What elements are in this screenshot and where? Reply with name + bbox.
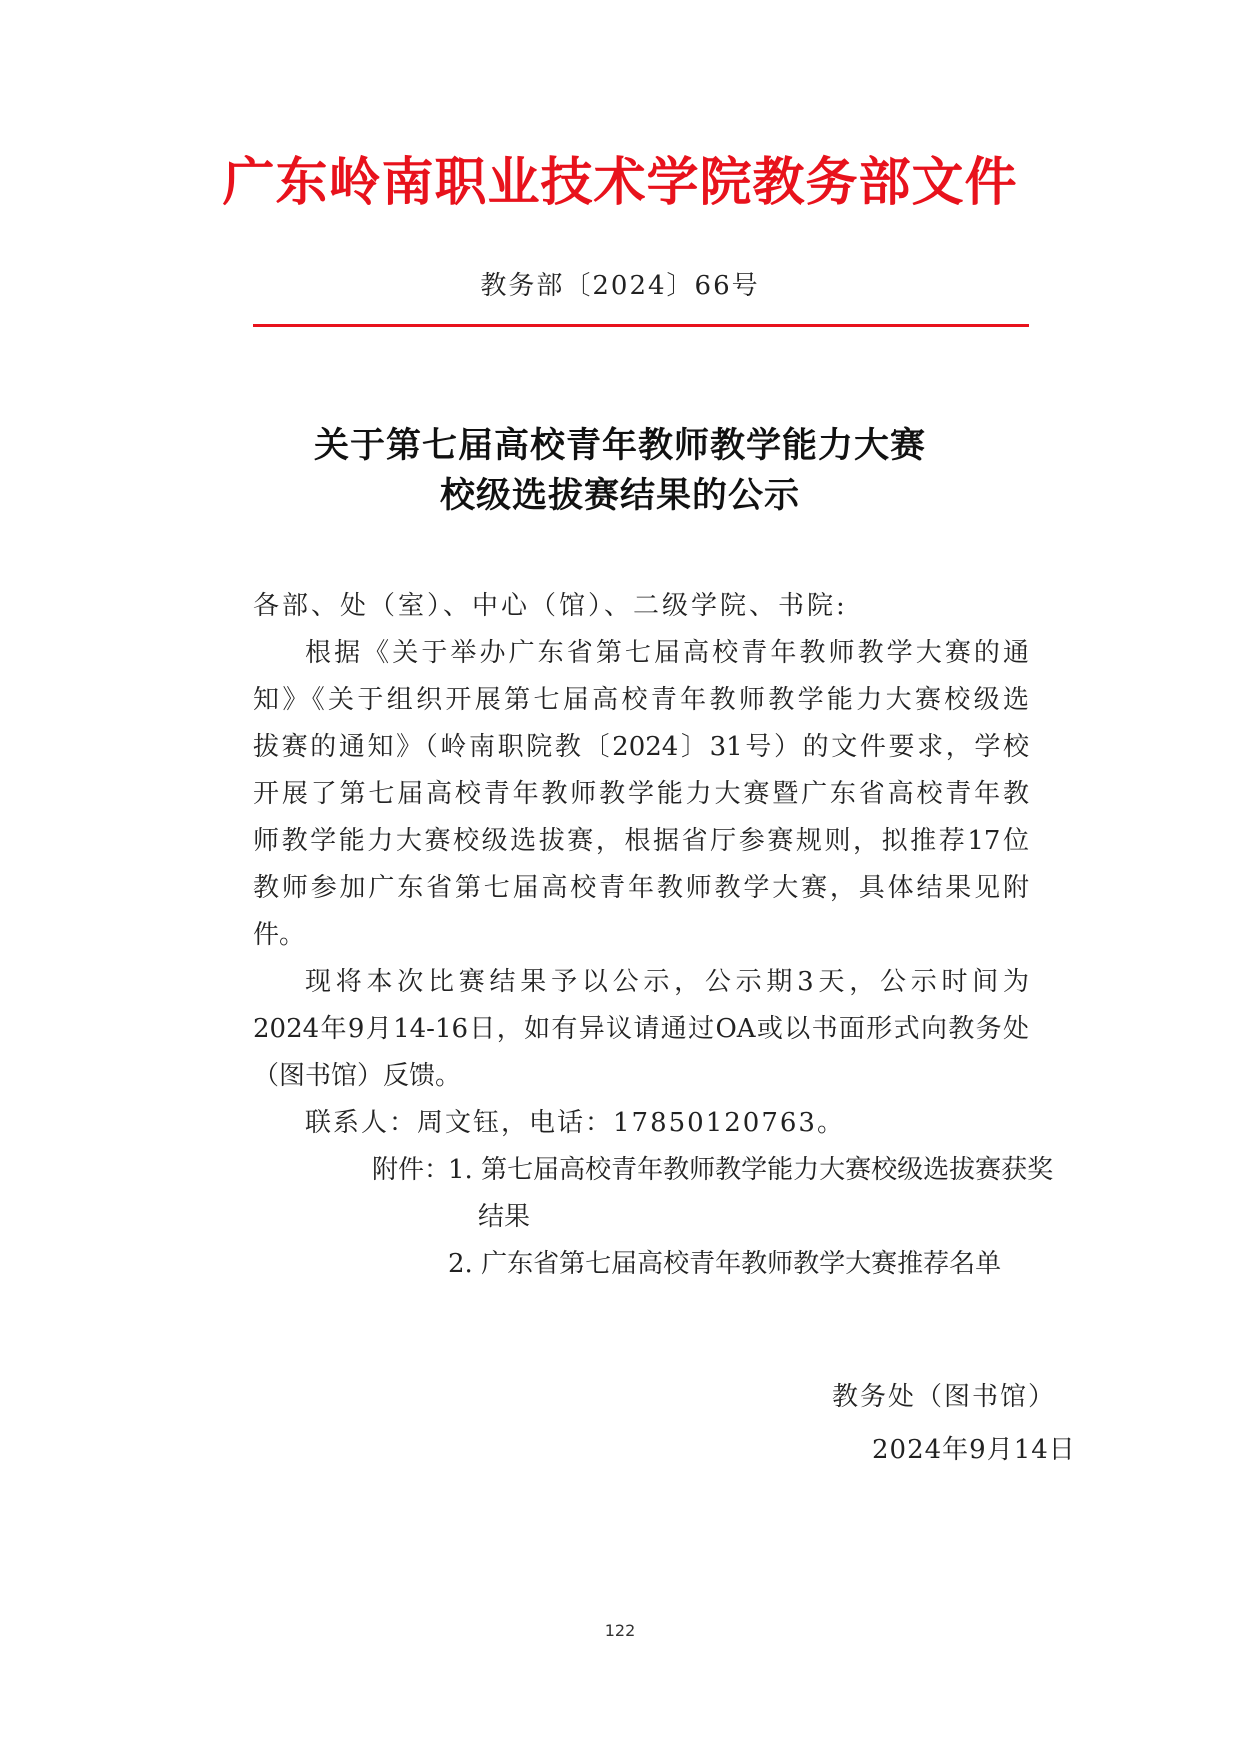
paragraph-1-line: 教师参加广东省第七届高校青年教师教学大赛，具体结果见附 bbox=[253, 873, 1029, 903]
paragraph-1-line: 师教学能力大赛校级选拔赛，根据省厅参赛规则，拟推荐17位 bbox=[253, 826, 1029, 856]
paragraph-1-line: 件。 bbox=[253, 920, 306, 950]
document-number: 教务部〔2024〕66号 bbox=[480, 271, 760, 301]
addressee: 各部、处（室）、中心（馆）、二级学院、书院: bbox=[253, 591, 848, 621]
paragraph-2-line: 现将本次比赛结果予以公示，公示期3天，公示时间为 bbox=[305, 967, 1029, 997]
paragraph-1-line: 拔赛的通知》（岭南职院教〔2024〕31号）的文件要求，学校 bbox=[253, 732, 1029, 762]
contact-info: 联系人：周文钰，电话：17850120763。 bbox=[305, 1108, 845, 1138]
attachment-item-1: 1. 第七届高校青年教师教学能力大赛校级选拔赛获奖 bbox=[448, 1155, 1054, 1185]
paragraph-2-line: （图书馆）反馈。 bbox=[253, 1061, 462, 1091]
page-number: 122 bbox=[604, 1621, 636, 1640]
attachment-item-1-continued: 结果 bbox=[478, 1202, 531, 1232]
attachment-item-2: 2. 广东省第七届高校青年教师教学大赛推荐名单 bbox=[448, 1249, 1002, 1279]
signature-organization: 教务处（图书馆） bbox=[832, 1382, 1057, 1412]
document-masthead: 广东岭南职业技术学院教务部文件 bbox=[222, 152, 1018, 213]
attachments-label: 附件： bbox=[372, 1155, 451, 1185]
paragraph-1-line: 知》《关于组织开展第七届高校青年教师教学能力大赛校级选 bbox=[253, 685, 1029, 715]
paragraph-2-line: 2024年9月14-16日，如有异议请通过OA或以书面形式向教务处 bbox=[253, 1014, 1029, 1044]
paragraph-1-line: 根据《关于举办广东省第七届高校青年教师教学大赛的通 bbox=[305, 638, 1029, 668]
header-divider bbox=[253, 324, 1029, 327]
signature-date: 2024年9月14日 bbox=[872, 1435, 1076, 1465]
paragraph-1-line: 开展了第七届高校青年教师教学能力大赛暨广东省高校青年教 bbox=[253, 779, 1029, 809]
document-title-line-2: 校级选拔赛结果的公示 bbox=[439, 475, 800, 516]
document-title-line-1: 关于第七届高校青年教师教学能力大赛 bbox=[313, 425, 926, 466]
